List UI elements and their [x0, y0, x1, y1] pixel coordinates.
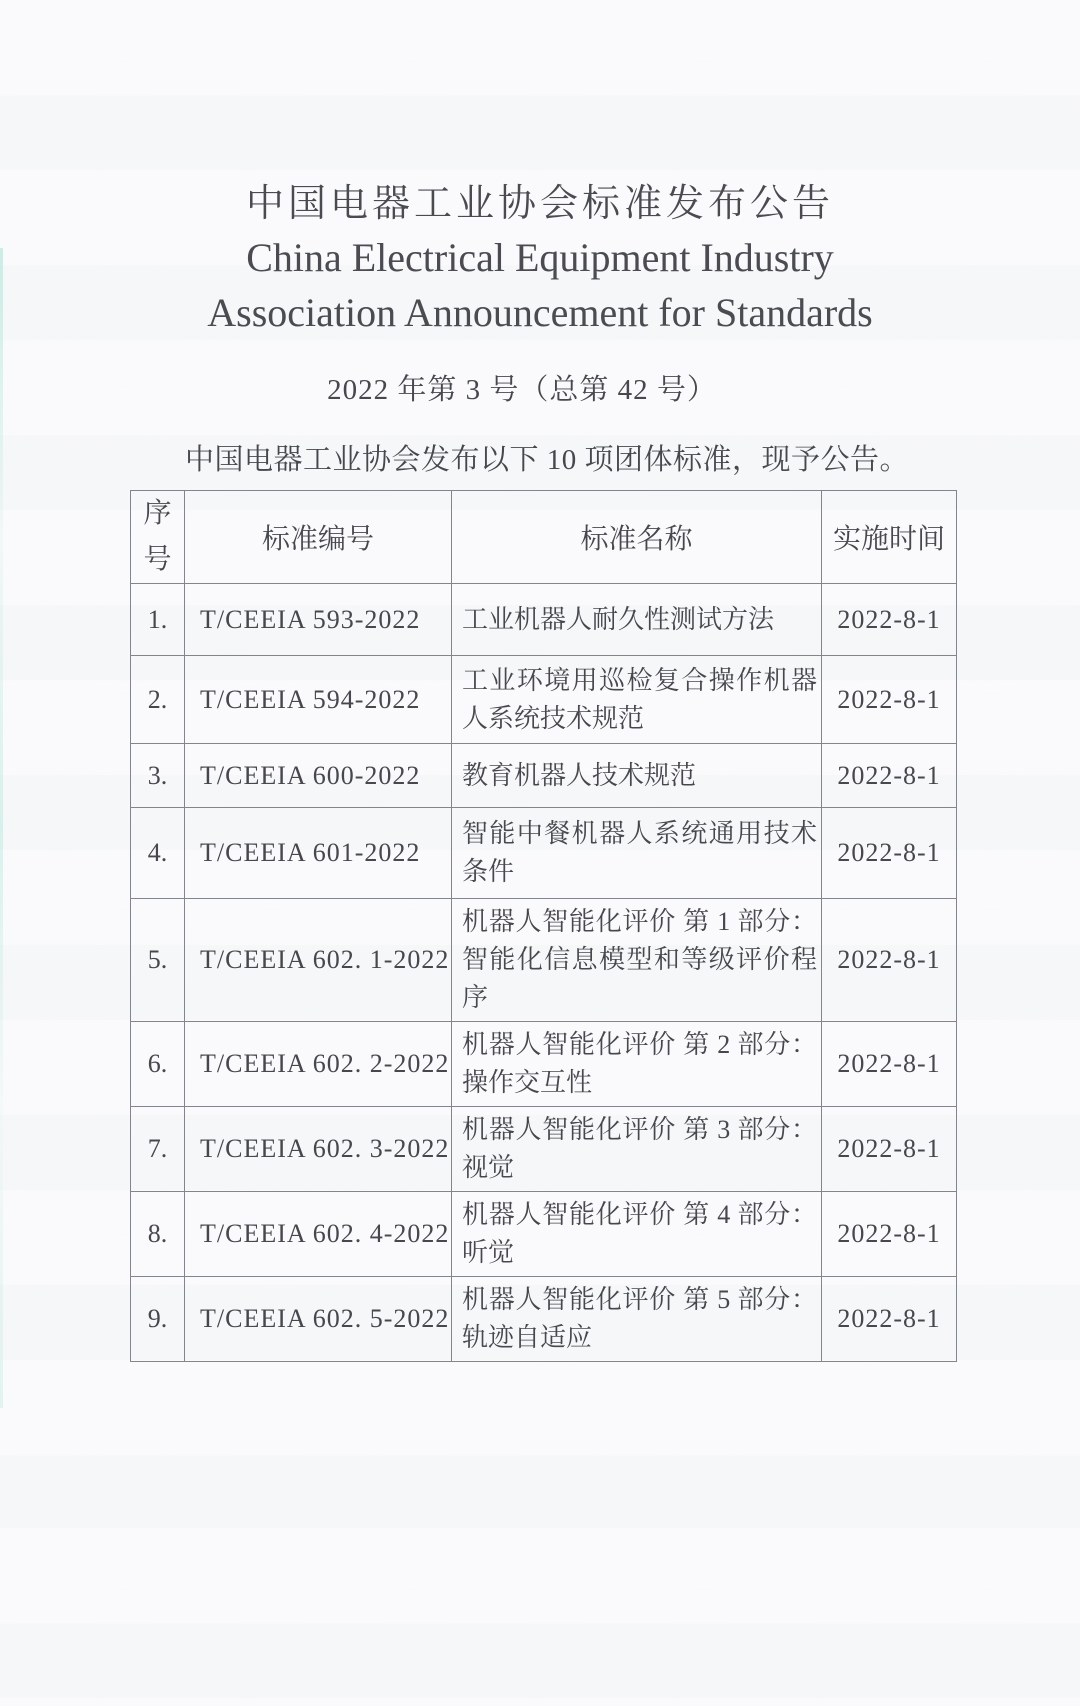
page-title-en-line-2: Association Announcement for Standards [207, 290, 873, 335]
table-row [131, 656, 957, 744]
date-cell: 2022-8-1 [822, 1192, 957, 1277]
serial-cell: 7. [131, 1107, 185, 1192]
page-title-zh: 中国电器工业协会标准发布公告 [245, 183, 834, 225]
standards-table [130, 490, 957, 1362]
code-cell: T/CEEIA 600-2022 [185, 744, 452, 808]
code-cell: T/CEEIA 602. 2-2022 [185, 1022, 452, 1107]
header-serial-label: 序号 [143, 498, 172, 575]
header-implementation-date: 实施时间 [822, 491, 957, 584]
serial-cell: 5. [131, 899, 185, 1022]
table-row [131, 1192, 957, 1277]
table-row [131, 744, 957, 808]
name-cell: 机器人智能化评价 第 2 部分：操作交互性 [452, 1022, 822, 1107]
code-cell: T/CEEIA 602. 4-2022 [185, 1192, 452, 1277]
code-cell: T/CEEIA 601-2022 [185, 808, 452, 899]
name-cell: 机器人智能化评价 第 4 部分：听觉 [452, 1192, 822, 1277]
intro-paragraph: 中国电器工业协会发布以下 10 项团体标准，现予公告。 [185, 444, 910, 476]
page-title-en-line-1: China Electrical Equipment Industry [246, 235, 834, 280]
header-standard-code: 标准编号 [185, 491, 452, 584]
date-cell: 2022-8-1 [822, 899, 957, 1022]
date-cell: 2022-8-1 [822, 808, 957, 899]
name-cell: 机器人智能化评价 第 3 部分：视觉 [452, 1107, 822, 1192]
name-cell: 机器人智能化评价 第 1 部分：智能化信息模型和等级评价程序 [452, 899, 822, 1022]
table-row [131, 1277, 957, 1362]
date-cell: 2022-8-1 [822, 656, 957, 744]
code-cell: T/CEEIA 594-2022 [185, 656, 452, 744]
code-cell: T/CEEIA 593-2022 [185, 584, 452, 656]
code-cell: T/CEEIA 602. 3-2022 [185, 1107, 452, 1192]
table-row [131, 1022, 957, 1107]
table-row [131, 1107, 957, 1192]
serial-cell: 4. [131, 808, 185, 899]
issue-number-line: 2022 年第 3 号（总第 42 号） [327, 374, 717, 406]
date-cell: 2022-8-1 [822, 1277, 957, 1362]
table-row [131, 584, 957, 656]
date-cell: 2022-8-1 [822, 1107, 957, 1192]
table-row [131, 899, 957, 1022]
code-cell: T/CEEIA 602. 1-2022 [185, 899, 452, 1022]
date-cell: 2022-8-1 [822, 744, 957, 808]
name-cell: 机器人智能化评价 第 5 部分：轨迹自适应 [452, 1277, 822, 1362]
document-page [0, 178, 1080, 1362]
date-cell: 2022-8-1 [822, 584, 957, 656]
name-cell: 工业机器人耐久性测试方法 [452, 584, 822, 656]
serial-cell: 9. [131, 1277, 185, 1362]
code-cell: T/CEEIA 602. 5-2022 [185, 1277, 452, 1362]
name-cell: 智能中餐机器人系统通用技术条件 [452, 808, 822, 899]
table-header-row [131, 491, 957, 584]
serial-cell: 3. [131, 744, 185, 808]
header-serial-number [131, 491, 185, 584]
serial-cell: 6. [131, 1022, 185, 1107]
serial-cell: 2. [131, 656, 185, 744]
serial-cell: 8. [131, 1192, 185, 1277]
date-cell: 2022-8-1 [822, 1022, 957, 1107]
table-row [131, 808, 957, 899]
serial-cell: 1. [131, 584, 185, 656]
header-standard-name: 标准名称 [452, 491, 822, 584]
name-cell: 工业环境用巡检复合操作机器人系统技术规范 [452, 656, 822, 744]
name-cell: 教育机器人技术规范 [452, 744, 822, 808]
